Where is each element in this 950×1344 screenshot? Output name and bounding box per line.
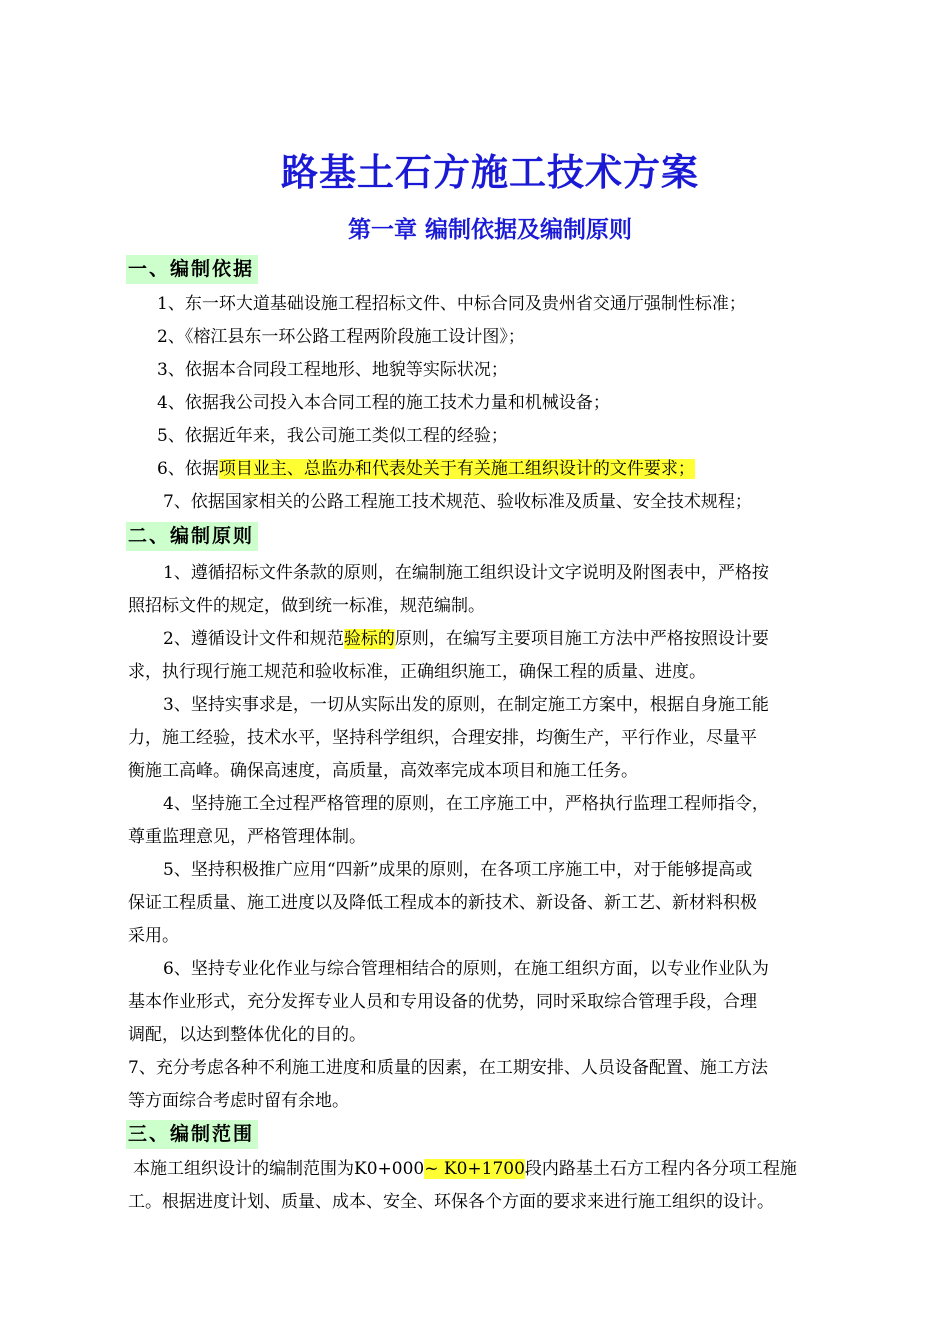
- chapter-heading: 第一章 编制依据及编制原则: [347, 217, 632, 243]
- text-run: 2、遵循设计文件和规范: [163, 629, 344, 649]
- paragraph-line: 4、坚持施工全过程严格管理的原则，在工序施工中，严格执行监理工程师指令，: [163, 794, 769, 814]
- paragraph-line: 基本作业形式，充分发挥专业人员和专用设备的优势，同时采取综合管理手段，合理: [128, 992, 757, 1012]
- paragraph-line: 调配，以达到整体优化的目的。: [128, 1025, 366, 1045]
- paragraph-line: 1、遵循招标文件条款的原则，在编制施工组织设计文字说明及附图表中，严格按: [163, 563, 769, 583]
- paragraph-line: 7、充分考虑各种不利施工进度和质量的因素，在工期安排、人员设备配置、施工方法: [128, 1058, 768, 1078]
- list-item: 2、《榕江县东一环公路工程两阶段施工设计图》；: [157, 327, 525, 347]
- paragraph-line: 工。根据进度计划、质量、成本、安全、环保各个方面的要求来进行施工组织的设计。: [128, 1192, 774, 1212]
- list-item: 4、依据我公司投入本合同工程的施工技术力量和机械设备；: [157, 393, 610, 413]
- section-heading-basis: 一、编制依据: [126, 255, 258, 284]
- list-item: 5、依据近年来，我公司施工类似工程的经验；: [157, 426, 508, 446]
- list-item: 3、依据本合同段工程地形、地貌等实际状况；: [157, 360, 508, 380]
- paragraph-line: 5、坚持积极推广应用“四新”成果的原则，在各项工序施工中，对于能够提高或: [163, 860, 753, 880]
- section-heading-scope: 三、编制范围: [126, 1120, 258, 1149]
- text-run: 原则，在编写主要项目施工方法中严格按照设计要: [394, 629, 769, 649]
- paragraph-line: [163, 627, 769, 651]
- paragraph-line: 尊重监理意见，严格管理体制。: [128, 827, 366, 847]
- highlighted-text: 验标的: [343, 629, 395, 649]
- paragraph-line: 3、坚持实事求是，一切从实际出发的原则，在制定施工方案中，根据自身施工能: [163, 695, 769, 715]
- list-item: [157, 457, 695, 481]
- item6-prefix: 6、依据: [157, 459, 219, 479]
- list-item: 1、东一环大道基础设施工程招标文件、中标合同及贵州省交通厅强制性标准；: [157, 294, 746, 314]
- paragraph-line: 等方面综合考虑时留有余地。: [128, 1091, 349, 1111]
- document-title: 路基土石方施工技术方案: [281, 151, 699, 194]
- section-heading-principles: 二、编制原则: [126, 522, 258, 551]
- paragraph-line: 照招标文件的规定，做到统一标准，规范编制。: [128, 596, 485, 616]
- text-run: 段内路基土石方工程内各分项工程施: [524, 1159, 797, 1179]
- paragraph-line: 6、坚持专业化作业与综合管理相结合的原则，在施工组织方面，以专业作业队为: [163, 959, 769, 979]
- paragraph-line: [133, 1157, 797, 1181]
- highlighted-text: 项目业主、总监办和代表处关于有关施工组织设计的文件要求；: [218, 459, 695, 479]
- paragraph-line: 采用。: [128, 926, 179, 946]
- list-item: 7、依据国家相关的公路工程施工技术规范、验收标准及质量、安全技术规程；: [163, 492, 752, 512]
- paragraph-line: 求，执行现行施工规范和验收标准，正确组织施工，确保工程的质量、进度。: [128, 662, 706, 682]
- text-run: 本施工组织设计的编制范围为K0+000: [133, 1159, 425, 1179]
- paragraph-line: 力，施工经验，技术水平，坚持科学组织，合理安排，均衡生产，平行作业，尽量平: [128, 728, 757, 748]
- paragraph-line: 衡施工高峰。确保高速度，高质量，高效率完成本项目和施工任务。: [128, 761, 638, 781]
- highlighted-text: ~ K0+1700: [424, 1159, 525, 1179]
- paragraph-line: 保证工程质量、施工进度以及降低工程成本的新技术、新设备、新工艺、新材料积极: [128, 893, 757, 913]
